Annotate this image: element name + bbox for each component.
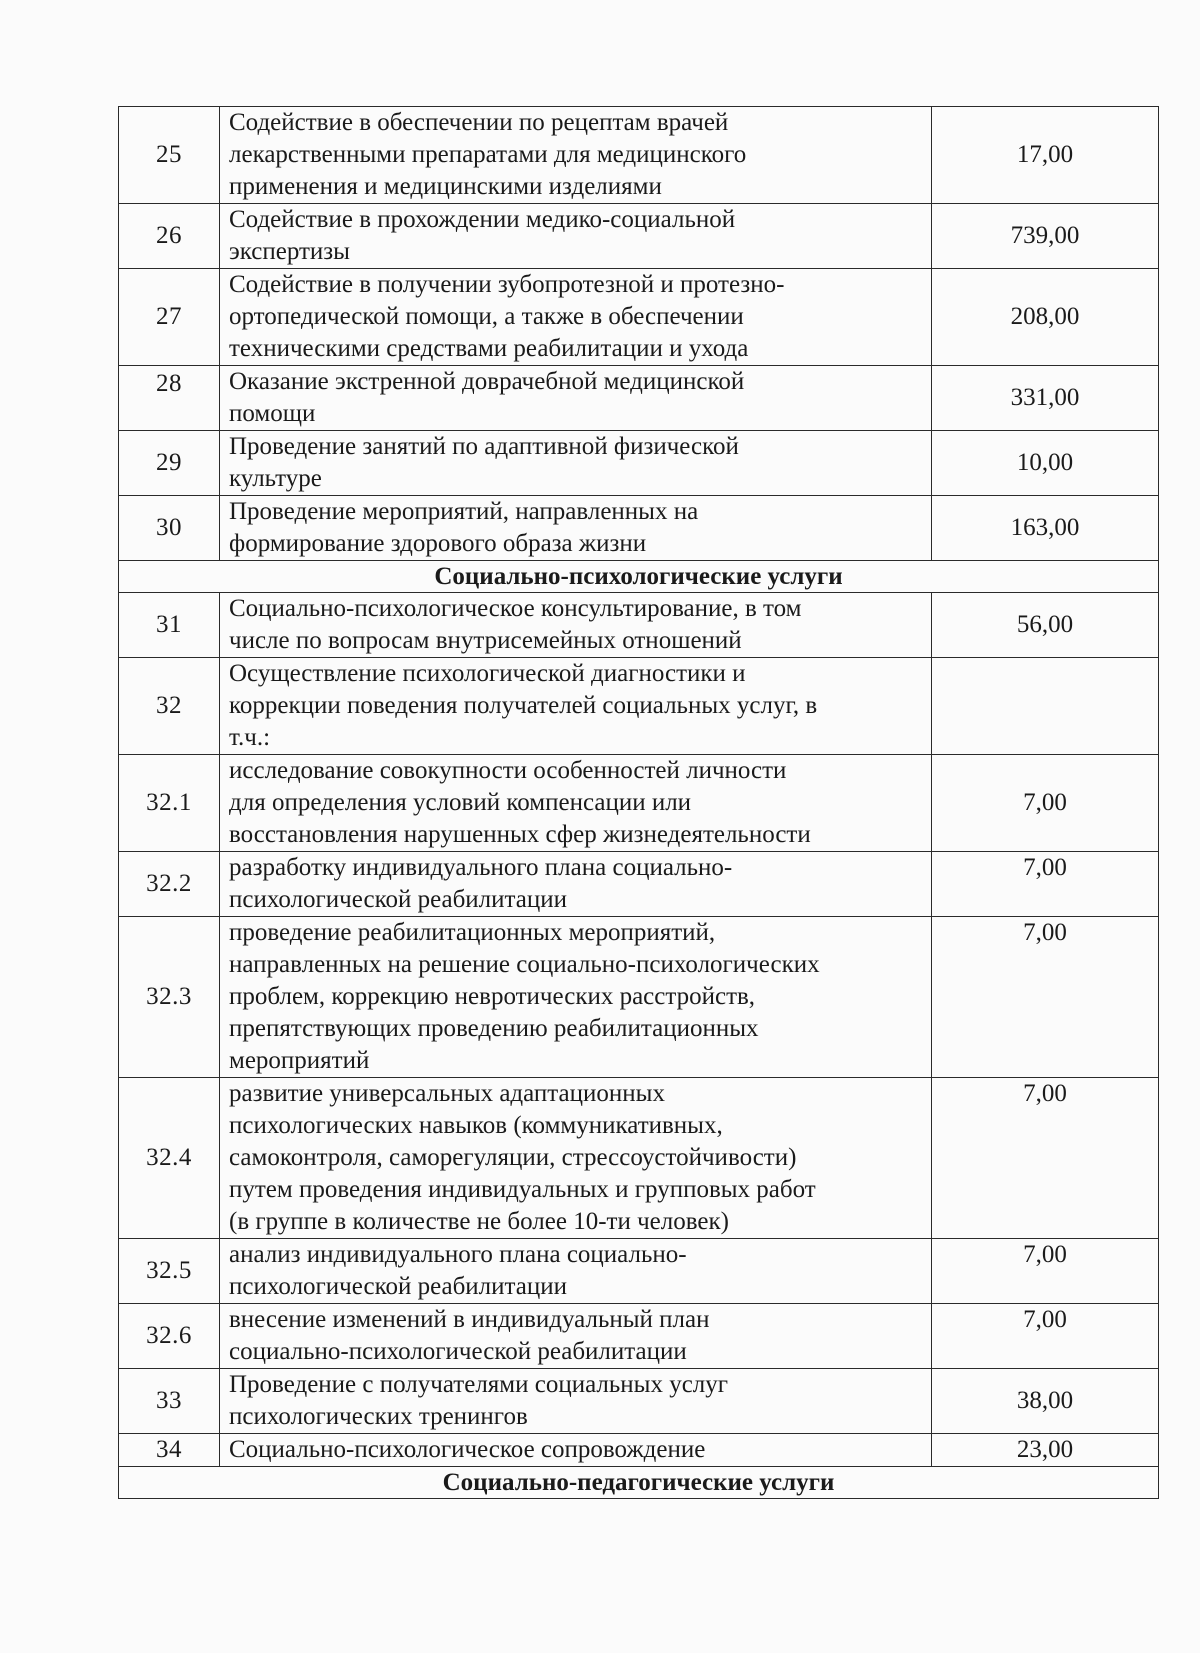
service-name-line: применения и медицинскими изделиями bbox=[229, 173, 662, 200]
service-name-line: проведение реабилитационных мероприятий, bbox=[229, 919, 716, 946]
service-name-line: для определения условий компенсации или bbox=[229, 789, 692, 816]
service-name bbox=[220, 755, 932, 852]
row-number: 32.4 bbox=[119, 1078, 220, 1239]
service-name-line: ортопедической помощи, а также в обеспечении bbox=[229, 303, 744, 330]
service-name-line: исследование совокупности особенностей личности bbox=[229, 757, 787, 784]
service-name-line: т.ч.: bbox=[229, 724, 271, 751]
row-number: 29 bbox=[119, 431, 220, 496]
row-number: 28 bbox=[119, 366, 220, 431]
table-row bbox=[119, 852, 1159, 917]
service-name bbox=[220, 658, 932, 755]
service-name-line: Проведение мероприятий, направленных на bbox=[229, 498, 699, 525]
service-name bbox=[220, 431, 932, 496]
table-row bbox=[119, 917, 1159, 1078]
service-price: 208,00 bbox=[932, 269, 1159, 366]
service-name-line: Социально-психологическое консультирование, в том bbox=[229, 595, 802, 622]
row-number: 32.5 bbox=[119, 1239, 220, 1304]
service-name-line: проблем, коррекцию невротических расстройств, bbox=[229, 983, 756, 1010]
table-row bbox=[119, 269, 1159, 366]
service-name-line: коррекции поведения получателей социальных услуг, в bbox=[229, 692, 818, 719]
table-row bbox=[119, 1078, 1159, 1239]
service-name-line: культуре bbox=[229, 465, 322, 492]
table-row bbox=[119, 204, 1159, 269]
row-number: 31 bbox=[119, 593, 220, 658]
table-row bbox=[119, 658, 1159, 755]
table-row bbox=[119, 1434, 1159, 1467]
service-price: 7,00 bbox=[932, 1078, 1159, 1239]
service-name bbox=[220, 1369, 932, 1434]
service-name bbox=[220, 269, 932, 366]
service-name-line: Проведение с получателями социальных услуг bbox=[229, 1371, 729, 1398]
service-price: 331,00 bbox=[932, 366, 1159, 431]
table-row bbox=[119, 107, 1159, 204]
service-name-line: развитие универсальных адаптационных bbox=[229, 1080, 665, 1107]
service-name-line: числе по вопросам внутрисемейных отношений bbox=[229, 627, 742, 654]
service-name-line: самоконтроля, саморегуляции, стрессоустойчивости) bbox=[229, 1144, 797, 1171]
service-name-line: Проведение занятий по адаптивной физической bbox=[229, 433, 739, 460]
row-number: 26 bbox=[119, 204, 220, 269]
service-name-line: Осуществление психологической диагностики и bbox=[229, 660, 746, 687]
section-title: Социально-педагогические услуги bbox=[119, 1467, 1159, 1499]
service-price: 739,00 bbox=[932, 204, 1159, 269]
table-row bbox=[119, 366, 1159, 431]
service-name bbox=[220, 1434, 932, 1467]
service-price: 163,00 bbox=[932, 496, 1159, 561]
service-name-line: социально-психологической реабилитации bbox=[229, 1338, 687, 1365]
service-price: 7,00 bbox=[932, 917, 1159, 1078]
service-name-line: психологической реабилитации bbox=[229, 1273, 567, 1300]
service-name-line: лекарственными препаратами для медицинского bbox=[229, 141, 747, 168]
service-name bbox=[220, 1078, 932, 1239]
row-number: 32 bbox=[119, 658, 220, 755]
service-name-line: Содействие в обеспечении по рецептам врачей bbox=[229, 109, 729, 136]
service-price: 7,00 bbox=[932, 852, 1159, 917]
service-name bbox=[220, 593, 932, 658]
table-row bbox=[119, 1369, 1159, 1434]
service-name-line: разработку индивидуального плана социально- bbox=[229, 854, 733, 881]
service-name bbox=[220, 1239, 932, 1304]
service-name-line: внесение изменений в индивидуальный план bbox=[229, 1306, 710, 1333]
service-price: 17,00 bbox=[932, 107, 1159, 204]
table-body bbox=[119, 107, 1159, 1499]
row-number: 34 bbox=[119, 1434, 220, 1467]
service-price: 10,00 bbox=[932, 431, 1159, 496]
table-row bbox=[119, 593, 1159, 658]
service-name bbox=[220, 204, 932, 269]
service-name-line: экспертизы bbox=[229, 238, 350, 265]
service-name bbox=[220, 852, 932, 917]
service-price: 38,00 bbox=[932, 1369, 1159, 1434]
row-number: 27 bbox=[119, 269, 220, 366]
service-name bbox=[220, 107, 932, 204]
service-name-line: психологической реабилитации bbox=[229, 886, 567, 913]
service-price: 56,00 bbox=[932, 593, 1159, 658]
service-price: 7,00 bbox=[932, 1304, 1159, 1369]
section-header-row bbox=[119, 561, 1159, 593]
service-name-line: формирование здорового образа жизни bbox=[229, 530, 647, 557]
row-number: 32.2 bbox=[119, 852, 220, 917]
section-header-row bbox=[119, 1467, 1159, 1499]
table-row bbox=[119, 755, 1159, 852]
table-row bbox=[119, 431, 1159, 496]
service-name-line: анализ индивидуального плана социально- bbox=[229, 1241, 687, 1268]
service-price bbox=[932, 658, 1159, 755]
service-name-line: (в группе в количестве не более 10-ти человек) bbox=[229, 1208, 729, 1235]
document-page bbox=[118, 106, 1158, 1499]
service-name bbox=[220, 496, 932, 561]
service-name-line: путем проведения индивидуальных и групповых работ bbox=[229, 1176, 816, 1203]
row-number: 30 bbox=[119, 496, 220, 561]
service-name-line: психологических тренингов bbox=[229, 1403, 528, 1430]
service-name-line: восстановления нарушенных сфер жизнедеятельности bbox=[229, 821, 811, 848]
table-row bbox=[119, 496, 1159, 561]
table-row bbox=[119, 1239, 1159, 1304]
service-price: 7,00 bbox=[932, 1239, 1159, 1304]
table-row bbox=[119, 1304, 1159, 1369]
service-name-line: Социально-психологическое сопровождение bbox=[229, 1436, 706, 1463]
row-number: 33 bbox=[119, 1369, 220, 1434]
section-title: Социально-психологические услуги bbox=[119, 561, 1159, 593]
service-price: 7,00 bbox=[932, 755, 1159, 852]
service-name bbox=[220, 917, 932, 1078]
service-name-line: мероприятий bbox=[229, 1047, 370, 1074]
service-name-line: техническими средствами реабилитации и ухода bbox=[229, 335, 749, 362]
service-price: 23,00 bbox=[932, 1434, 1159, 1467]
service-name-line: направленных на решение социально-психологических bbox=[229, 951, 820, 978]
service-name bbox=[220, 1304, 932, 1369]
row-number: 25 bbox=[119, 107, 220, 204]
service-name-line: психологических навыков (коммуникативных, bbox=[229, 1112, 723, 1139]
row-number: 32.6 bbox=[119, 1304, 220, 1369]
service-name-line: Оказание экстренной доврачебной медицинской bbox=[229, 368, 745, 395]
service-name-line: Содействие в прохождении медико-социальной bbox=[229, 206, 736, 233]
service-name-line: препятствующих проведению реабилитационных bbox=[229, 1015, 759, 1042]
services-price-table bbox=[118, 106, 1159, 1499]
service-name-line: помощи bbox=[229, 400, 316, 427]
service-name-line: Содействие в получении зубопротезной и протезно- bbox=[229, 271, 785, 298]
service-name bbox=[220, 366, 932, 431]
row-number: 32.1 bbox=[119, 755, 220, 852]
row-number: 32.3 bbox=[119, 917, 220, 1078]
